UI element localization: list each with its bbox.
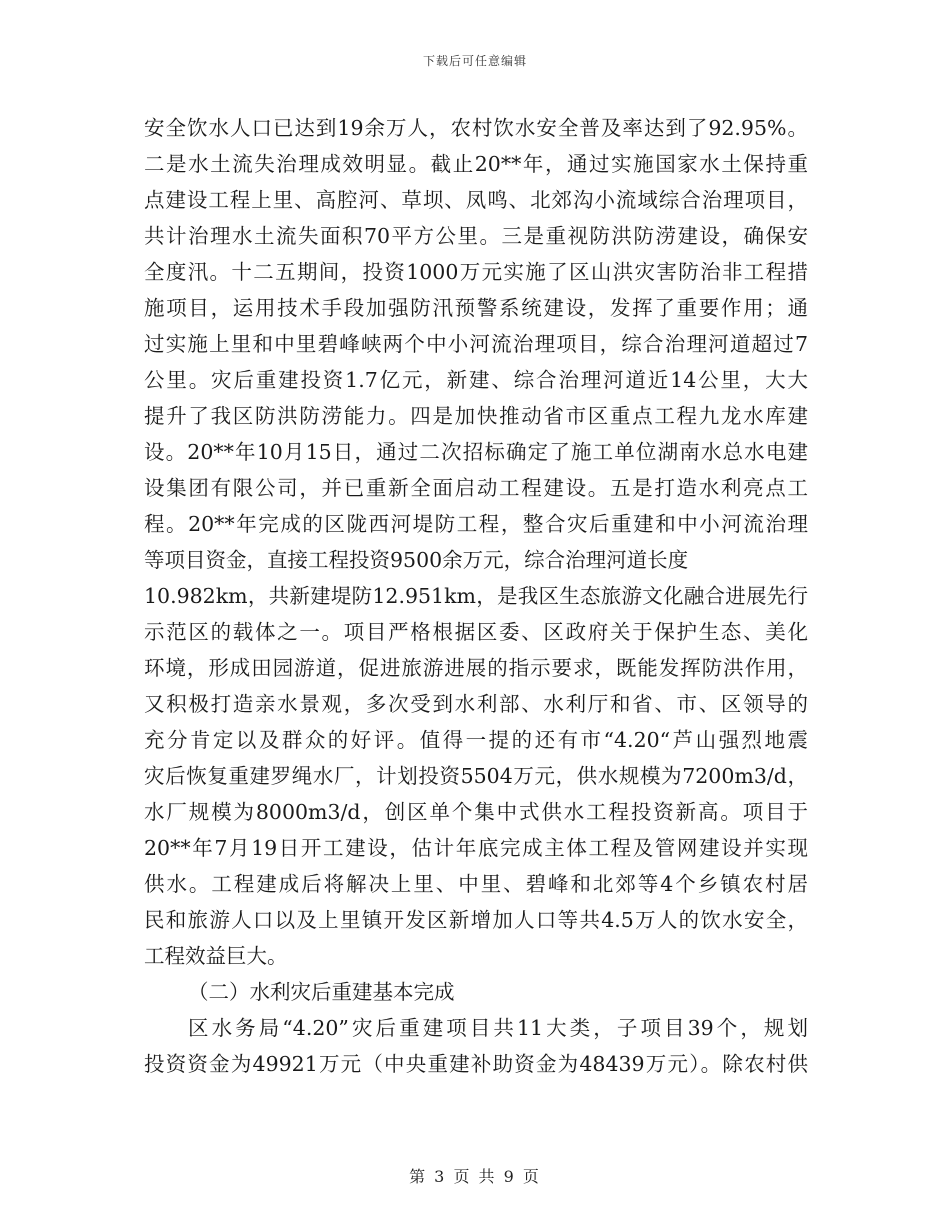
text-line: 环境，形成田园游道，促进旅游进展的指示要求，既能发挥防洪作用， [144,656,808,680]
text-line: 水厂规模为8000m3/d，创区单个集中式供水工程投资新高。项目于 [144,800,808,824]
text-line: 程。20**年完成的区陇西河堤防工程，整合灾后重建和中小河流治理 [144,512,808,536]
page-header: 下载后可任意编辑 [422,54,527,68]
text-line: 公里。灾后重建投资1.7亿元，新建、综合治理河道近14公里，大大 [144,368,808,392]
text-line: 过实施上里和中里碧峰峡两个中小河流治理项目，综合治理河道超过7 [144,332,808,356]
text-line: 10.982km，共新建堤防12.951km，是我区生态旅游文化融合进展先行 [144,584,808,608]
text-line: 灾后恢复重建罗绳水厂，计划投资5504万元，供水规模为7200m3/d， [144,764,808,788]
text-line: 民和旅游人口以及上里镇开发区新增加人口等共4.5万人的饮水安全， [144,908,808,932]
text-line: 等项目资金，直接工程投资9500余万元，综合治理河道长度 [144,548,689,572]
text-line: 区水务局“4.20”灾后重建项目共11大类，子项目39个，规划 [188,1016,808,1040]
text-line: 提升了我区防洪防涝能力。四是加快推动省市区重点工程九龙水库建 [144,404,808,428]
text-line: 充分肯定以及群众的好评。值得一提的还有市“4.20“芦山强烈地震 [144,728,808,752]
text-line: 投资资金为49921万元（中央重建补助资金为48439万元）。除农村供 [144,1052,808,1076]
document-body [144,110,808,1082]
text-line: 共计治理水土流失面积70平方公里。三是重视防洪防涝建设，确保安 [144,224,808,248]
page-number: 第 3 页 共 9 页 [409,1167,541,1186]
text-line: 施项目，运用技术手段加强防汛预警系统建设，发挥了重要作用；通 [144,296,808,320]
text-line: 20**年7月19日开工建设，估计年底完成主体工程及管网建设并实现 [144,836,808,860]
text-line: 工程效益巨大。 [144,944,288,968]
section-heading: （二）水利灾后重建基本完成 [188,980,455,1004]
text-line: 安全饮水人口已达到19余万人，农村饮水安全普及率达到了92.95%。 [144,116,808,140]
text-line: 设。20**年10月15日，通过二次招标确定了施工单位湖南水总水电建 [144,440,808,464]
text-line: 全度汛。十二五期间，投资1000万元实施了区山洪灾害防治非工程措 [144,260,808,284]
text-line: 示范区的载体之一。项目严格根据区委、区政府关于保护生态、美化 [144,620,808,644]
text-line: 又积极打造亲水景观，多次受到水利部、水利厅和省、市、区领导的 [144,692,808,716]
text-line: 供水。工程建成后将解决上里、中里、碧峰和北郊等4个乡镇农村居 [144,872,808,896]
text-line: 设集团有限公司，并已重新全面启动工程建设。五是打造水利亮点工 [144,476,808,500]
text-line: 二是水土流失治理成效明显。截止20**年，通过实施国家水土保持重 [144,152,808,176]
text-line: 点建设工程上里、高腔河、草坝、凤鸣、北郊沟小流域综合治理项目， [144,188,808,212]
